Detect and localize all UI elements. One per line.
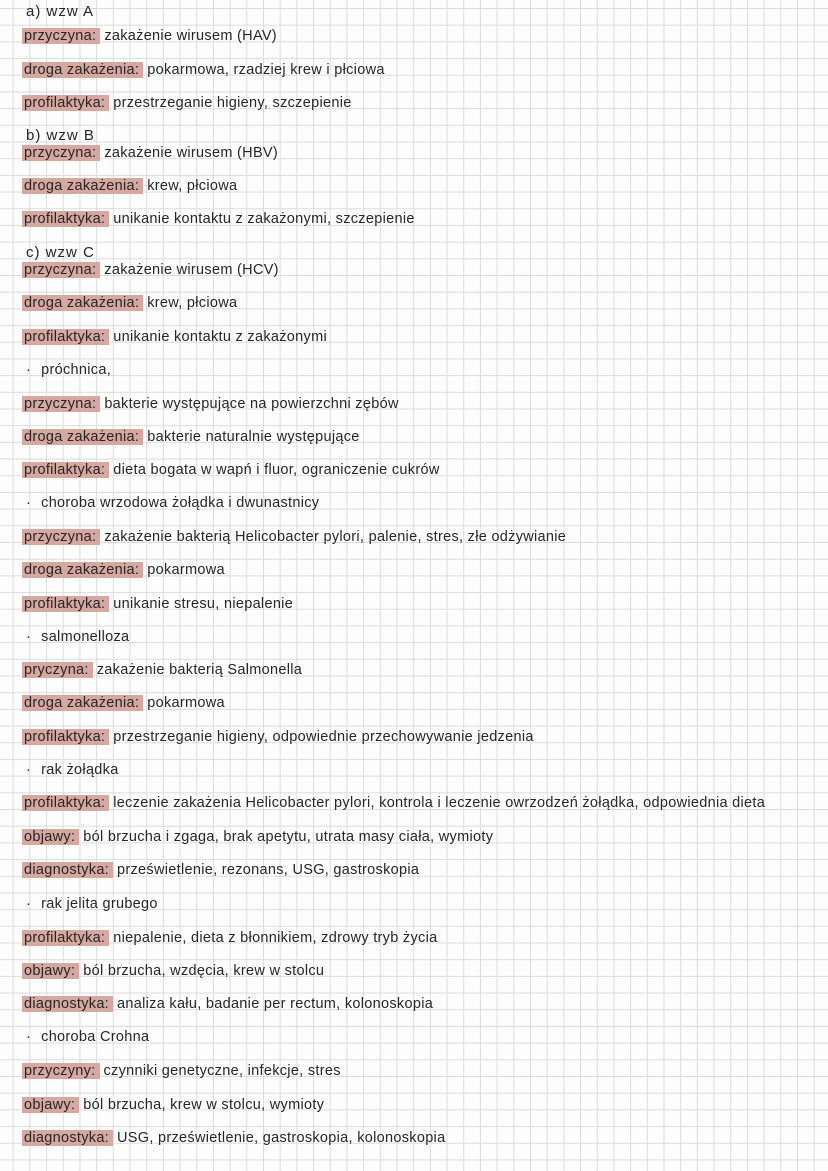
note-entry — [22, 861, 419, 879]
entry-text: przestrzeganie higieny, odpowiednie przechowywanie jedzenia — [113, 729, 534, 745]
entry-text: pokarmowa — [147, 695, 225, 711]
note-entry — [22, 395, 399, 413]
note-entry — [22, 962, 324, 980]
note-entry — [22, 595, 293, 613]
entry-text: zakażenie bakterią Salmonella — [96, 662, 303, 678]
disease-heading — [26, 494, 319, 512]
highlighted-label: objawy: — [22, 963, 79, 979]
entry-text: bakterie występujące na powierzchni zębów — [104, 396, 399, 412]
entry-text: niepalenie, dieta z błonnikiem, zdrowy tryb życia — [113, 930, 438, 946]
entry-text: unikanie kontaktu z zakażonymi, szczepienie — [113, 211, 415, 227]
highlighted-label: diagnostyka: — [22, 862, 113, 878]
section-heading: b) wzw B — [26, 127, 95, 144]
highlighted-label: pryczyna: — [22, 662, 93, 678]
entry-text: leczenie zakażenia Helicobacter pylori, kontrola i leczenie owrzodzeń żołądka, odpowiednia dieta — [113, 795, 766, 811]
note-entry — [22, 828, 493, 846]
entry-text: zakażenie wirusem (HAV) — [104, 28, 277, 44]
note-entry — [22, 294, 237, 312]
highlighted-label: droga zakażenia: — [22, 695, 143, 711]
entry-text: unikanie stresu, niepalenie — [113, 596, 294, 612]
note-entry — [22, 661, 302, 679]
note-entry — [22, 177, 237, 195]
highlighted-label: droga zakażenia: — [22, 562, 143, 578]
disease-name: rak żołądka — [41, 762, 119, 778]
disease-name: salmonelloza — [41, 629, 130, 645]
highlighted-label: droga zakażenia: — [22, 62, 143, 78]
highlighted-label: profilaktyka: — [22, 795, 109, 811]
highlighted-label: droga zakażenia: — [22, 295, 143, 311]
disease-name: choroba wrzodowa żołądka i dwunastnicy — [41, 495, 320, 511]
note-entry — [22, 1129, 445, 1147]
note-entry — [22, 561, 225, 579]
entry-text: unikanie kontaktu z zakażonymi — [113, 329, 327, 345]
note-entry — [22, 328, 327, 346]
note-entry — [22, 210, 415, 228]
highlighted-label: profilaktyka: — [22, 462, 109, 478]
entry-text: pokarmowa — [147, 562, 225, 578]
note-entry — [22, 94, 352, 112]
disease-name: rak jelita grubego — [41, 896, 158, 912]
disease-heading — [26, 761, 119, 779]
note-entry — [22, 694, 225, 712]
highlighted-label: droga zakażenia: — [22, 429, 143, 445]
entry-text: USG, prześwietlenie, gastroskopia, kolonoskopia — [117, 1130, 446, 1146]
note-entry — [22, 528, 566, 546]
bullet-icon: · — [26, 362, 32, 378]
note-entry — [22, 428, 360, 446]
note-entry — [22, 61, 385, 79]
note-entry — [22, 794, 765, 812]
entry-text: przestrzeganie higieny, szczepienie — [113, 95, 352, 111]
highlighted-label: przyczyna: — [22, 145, 100, 161]
entry-text: krew, płciowa — [147, 295, 238, 311]
highlighted-label: objawy: — [22, 829, 79, 845]
note-entry — [22, 461, 440, 479]
disease-heading — [26, 895, 158, 913]
note-entry — [22, 1062, 341, 1080]
note-entry — [22, 1096, 324, 1114]
note-entry — [22, 995, 433, 1013]
highlighted-label: diagnostyka: — [22, 996, 113, 1012]
bullet-icon: · — [26, 896, 32, 912]
disease-name: choroba Crohna — [41, 1029, 150, 1045]
entry-text: prześwietlenie, rezonans, USG, gastroskopia — [117, 862, 420, 878]
highlighted-label: profilaktyka: — [22, 211, 109, 227]
disease-name: próchnica, — [41, 362, 112, 378]
entry-text: zakażenie bakterią Helicobacter pylori, palenie, stres, złe odżywianie — [104, 529, 567, 545]
highlighted-label: profilaktyka: — [22, 329, 109, 345]
entry-text: zakażenie wirusem (HCV) — [104, 262, 279, 278]
entry-text: ból brzucha, wzdęcia, krew w stolcu — [83, 963, 325, 979]
entry-text: dieta bogata w wapń i fluor, ograniczenie cukrów — [113, 462, 440, 478]
disease-heading — [26, 361, 111, 379]
highlighted-label: profilaktyka: — [22, 729, 109, 745]
highlighted-label: droga zakażenia: — [22, 178, 143, 194]
entry-text: ból brzucha i zgaga, brak apetytu, utrata masy ciała, wymioty — [83, 829, 494, 845]
note-entry — [22, 27, 277, 45]
entry-text: zakażenie wirusem (HBV) — [104, 145, 279, 161]
section-heading: c) wzw C — [26, 244, 95, 261]
highlighted-label: profilaktyka: — [22, 95, 109, 111]
bullet-icon: · — [26, 495, 32, 511]
note-entry — [22, 261, 279, 279]
entry-text: bakterie naturalnie występujące — [147, 429, 360, 445]
highlighted-label: przyczyna: — [22, 262, 100, 278]
highlighted-label: przyczyny: — [22, 1063, 100, 1079]
entry-text: pokarmowa, rzadziej krew i płciowa — [147, 62, 385, 78]
disease-heading — [26, 628, 129, 646]
note-entry — [22, 929, 437, 947]
highlighted-label: profilaktyka: — [22, 930, 109, 946]
entry-text: ból brzucha, krew w stolcu, wymioty — [83, 1097, 325, 1113]
entry-text: analiza kału, badanie per rectum, kolonoskopia — [117, 996, 434, 1012]
highlighted-label: objawy: — [22, 1097, 79, 1113]
highlighted-label: diagnostyka: — [22, 1130, 113, 1146]
highlighted-label: profilaktyka: — [22, 596, 109, 612]
highlighted-label: przyczyna: — [22, 529, 100, 545]
highlighted-label: przyczyna: — [22, 396, 100, 412]
note-entry — [22, 144, 278, 162]
entry-text: czynniki genetyczne, infekcje, stres — [103, 1063, 341, 1079]
highlighted-label: przyczyna: — [22, 28, 100, 44]
note-entry — [22, 728, 534, 746]
disease-heading — [26, 1028, 149, 1046]
bullet-icon: · — [26, 1029, 32, 1045]
bullet-icon: · — [26, 762, 32, 778]
bullet-icon: · — [26, 629, 32, 645]
entry-text: krew, płciowa — [147, 178, 238, 194]
section-heading: a) wzw A — [26, 3, 95, 20]
